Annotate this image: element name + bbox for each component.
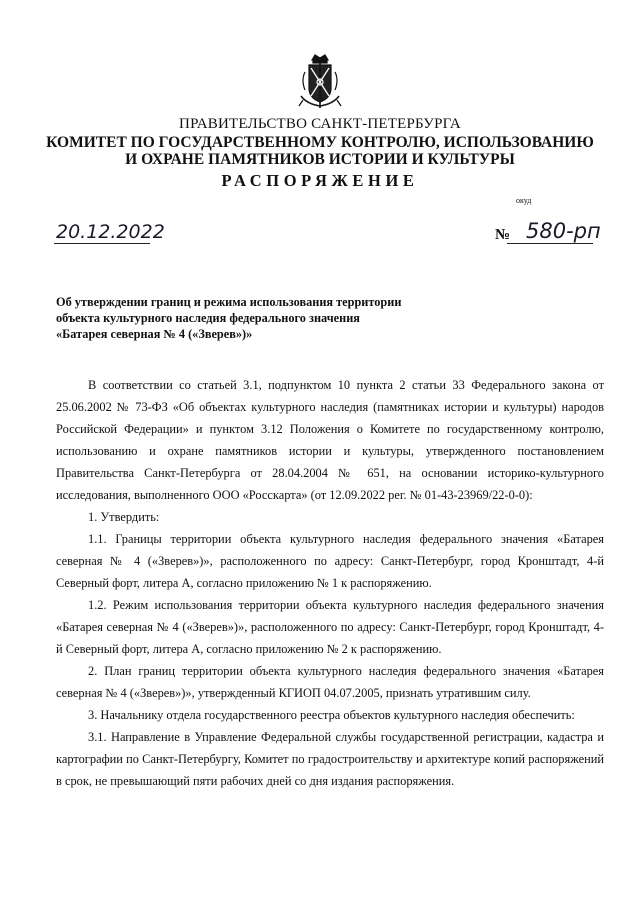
government-heading: ПРАВИТЕЛЬСТВО САНКТ-ПЕТЕРБУРГА bbox=[179, 116, 461, 132]
clause-1-2: 1.2. Режим использования территории объекта культурного наследия федерального значения «Батарея северная № 4 («Зверев»)», расположенного по адресу: Санкт-Петербург, город Кронштадт, 4-й Северный форт, литера А, согласно приложению № 2 к распоряжению. bbox=[56, 598, 604, 656]
title-line-2: объекта культурного наследия федерального значения bbox=[56, 311, 360, 325]
document-date: 20.12.2022 bbox=[56, 221, 165, 243]
document-title bbox=[56, 294, 401, 342]
coat-of-arms-emblem bbox=[295, 52, 345, 114]
clause-2: 2. План границ территории объекта культурного наследия федерального значения «Батарея северная № 4 («Зверев»)», утвержденный КГИОП 04.07.2005, признать утратившим силу. bbox=[56, 664, 604, 700]
clause-3-1: 3.1. Направление в Управление Федеральной службы государственной регистрации, кадастра и картографии по Санкт-Петербургу, Комитет по градостроительству и архитектуре копий распоряжений в срок, не превышающий пяти рабочих дней со дня издания распоряжения. bbox=[56, 730, 604, 788]
number-underline bbox=[507, 243, 593, 244]
number-label: № bbox=[495, 227, 511, 243]
document-body bbox=[56, 374, 604, 792]
document-type-heading: РАСПОРЯЖЕНИЕ bbox=[221, 171, 419, 190]
title-line-3: «Батарея северная № 4 («Зверев»)» bbox=[56, 327, 253, 341]
clause-1: 1. Утвердить: bbox=[88, 510, 160, 524]
clause-3: 3. Начальнику отдела государственного реестра объектов культурного наследия обеспечить: bbox=[88, 708, 575, 722]
preamble-paragraph: В соответствии со статьей 3.1, подпунктом 10 пункта 2 статьи 33 Федерального закона от 25.06.2002 № 73-ФЗ «Об объектах культурного наследия (памятниках истории и культуры) народов Российской Федерации» и пунктом 3.12 Положения о Комитете по государственному контролю, использованию и охране памятников истории и культуры, утвержденного постановлением Правительства Санкт-Петербурга от 28.04.2004 № 651, на основании историко-культурного исследования, выполненного ООО «Росскарта» (от 12.09.2022 рег. № 01-43-23969/22-0-0): bbox=[56, 378, 604, 502]
okud-label: окуд bbox=[516, 196, 532, 205]
date-underline bbox=[54, 243, 150, 244]
committee-line-2: И ОХРАНЕ ПАМЯТНИКОВ ИСТОРИИ И КУЛЬТУРЫ bbox=[125, 151, 515, 168]
document-number: 580-рп bbox=[526, 219, 601, 243]
committee-line-1: КОМИТЕТ ПО ГОСУДАРСТВЕННОМУ КОНТРОЛЮ, ИСПОЛЬЗОВАНИЮ bbox=[46, 134, 594, 151]
clause-1-1: 1.1. Границы территории объекта культурного наследия федерального значения «Батарея северная № 4 («Зверев»)», расположенного по адресу: Санкт-Петербург, город Кронштадт, 4-й Северный форт, литера А, согласно приложению № 1 к распоряжению. bbox=[56, 532, 604, 590]
committee-heading bbox=[0, 134, 640, 168]
title-line-1: Об утверждении границ и режима использования территории bbox=[56, 295, 402, 309]
